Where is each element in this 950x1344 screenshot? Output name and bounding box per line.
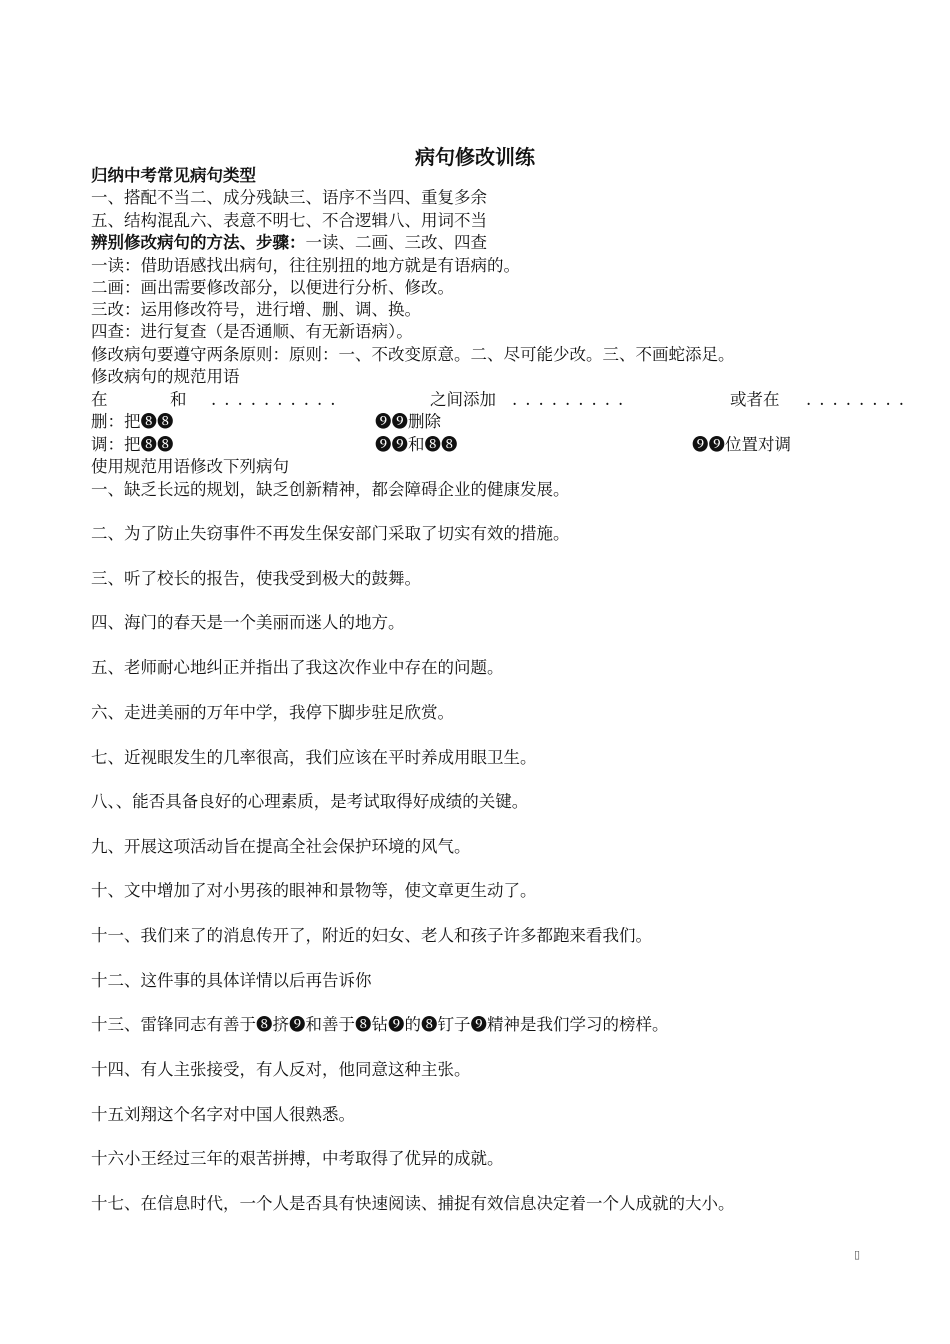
question-13: 十三、雷锋同志有善于❽挤❾和善于❽钻❾的❽钉子❾精神是我们学习的榜样。 bbox=[91, 1015, 669, 1034]
question-2: 二、为了防止失窃事件不再发生保安部门采取了切实有效的措施。 bbox=[91, 524, 570, 543]
method-heading-bold: 辨别修改病句的方法、步骤： bbox=[91, 233, 306, 252]
question-14: 十四、有人主张接受，有人反对，他同意这种主张。 bbox=[91, 1060, 471, 1079]
terms-heading: 修改病句的规范用语 bbox=[91, 367, 240, 386]
question-1: 一、缺乏长远的规划，缺乏创新精神，都会障碍企业的健康发展。 bbox=[91, 480, 570, 499]
question-5: 五、老师耐心地纠正并指出了我这次作业中存在的问题。 bbox=[91, 658, 504, 677]
term-add-c: 之间添加 bbox=[430, 390, 496, 409]
page-title: 病句修改训练 bbox=[415, 145, 535, 169]
term-add-b: 和 bbox=[170, 390, 187, 409]
term-add-dots-1: .......... bbox=[211, 390, 344, 409]
term-add-d: 或者在 bbox=[730, 390, 780, 409]
step-mark: 二画：画出需要修改部分，以便进行分析、修改。 bbox=[91, 278, 454, 297]
step-check: 四查：进行复查（是否通顺、有无新语病）。 bbox=[91, 322, 413, 341]
question-6: 六、走进美丽的万年中学，我停下脚步驻足欣赏。 bbox=[91, 703, 454, 722]
question-12: 十二、这件事的具体详情以后再告诉你 bbox=[91, 971, 372, 990]
method-heading bbox=[91, 232, 487, 254]
question-17: 十七、在信息时代，一个人是否具有快速阅读、捕捉有效信息决定着一个人成就的大小。 bbox=[91, 1194, 735, 1213]
page-number: ▯ bbox=[854, 1248, 861, 1261]
section-heading-types: 归纳中考常见病句类型 bbox=[91, 166, 256, 185]
question-10: 十、文中增加了对小男孩的眼神和景物等，使文章更生动了。 bbox=[91, 881, 537, 900]
question-3: 三、听了校长的报告，使我受到极大的鼓舞。 bbox=[91, 569, 421, 588]
term-add-dots-3: ........ bbox=[806, 390, 912, 409]
principles-line: 修改病句要遵守两条原则：原则：一、不改变原意。二、尽可能少改。三、不画蛇添足。 bbox=[91, 345, 735, 364]
term-swap-c: ❾❾位置对调 bbox=[692, 435, 791, 454]
types-line-2: 五、结构混乱六、表意不明七、不合逻辑八、用词不当 bbox=[91, 211, 487, 230]
types-line-1: 一、搭配不当二、成分残缺三、语序不当四、重复多余 bbox=[91, 188, 487, 207]
method-heading-rest: 一读、二画、三改、四查 bbox=[305, 233, 487, 252]
term-add-dots-2: ......... bbox=[512, 390, 632, 409]
term-delete-b: ❾❾删除 bbox=[375, 412, 441, 431]
step-read: 一读：借助语感找出病句，往往别扭的地方就是有语病的。 bbox=[91, 256, 520, 275]
term-swap-a: 调：把❽❽ bbox=[91, 435, 174, 454]
exercise-heading: 使用规范用语修改下列病句 bbox=[91, 457, 289, 476]
question-15: 十五刘翔这个名字对中国人很熟悉。 bbox=[91, 1105, 355, 1124]
question-16: 十六小王经过三年的艰苦拼搏，中考取得了优异的成就。 bbox=[91, 1149, 504, 1168]
term-delete-a: 删：把❽❽ bbox=[91, 412, 174, 431]
term-swap-b: ❾❾和❽❽ bbox=[375, 435, 458, 454]
question-7: 七、近视眼发生的几率很高，我们应该在平时养成用眼卫生。 bbox=[91, 748, 537, 767]
question-11: 十一、我们来了的消息传开了，附近的妇女、老人和孩子许多都跑来看我们。 bbox=[91, 926, 652, 945]
question-4: 四、海门的春天是一个美丽而迷人的地方。 bbox=[91, 613, 405, 632]
question-9: 九、开展这项活动旨在提高全社会保护环境的风气。 bbox=[91, 837, 471, 856]
step-fix: 三改：运用修改符号，进行增、删、调、换。 bbox=[91, 300, 421, 319]
term-add-a: 在 bbox=[91, 390, 108, 409]
question-8: 八、、能否具备良好的心理素质，是考试取得好成绩的关键。 bbox=[91, 792, 529, 811]
